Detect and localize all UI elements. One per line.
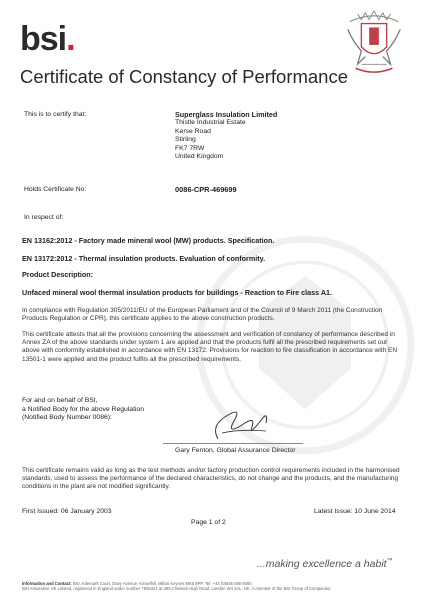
crest-emblem-icon <box>340 8 408 78</box>
address-line: FK7 7RW <box>175 144 205 152</box>
standard-en13172: EN 13172:2012 - Thermal insulation products. Evaluation of conformity. <box>22 254 266 263</box>
latest-issue: Latest Issue: 10 June 2014 <box>314 508 396 515</box>
page-number: Page 1 of 2 <box>191 519 226 526</box>
product-heading: Product Description: <box>22 270 94 279</box>
standard-en13162: EN 13162:2012 - Factory made mineral wool (MW) products. Specification. <box>22 236 275 245</box>
address-line: Thistle Industrial Estate <box>175 119 246 127</box>
company-address <box>175 111 277 161</box>
signature-line <box>163 443 303 444</box>
certify-label: This is to certify that: <box>24 111 87 118</box>
tagline: ...making excellence a habit™ <box>257 558 393 570</box>
product-description: Unfaced mineral wool thermal insulation products for buildings - Reaction to Fire class A1. <box>22 288 333 297</box>
certificate-number: 0086-CPR-469699 <box>175 185 237 194</box>
page-title: Certificate of Constancy of Performance <box>20 66 349 87</box>
behalf-line: For and on behalf of BSI, <box>22 397 98 404</box>
behalf-line: (Notified Body Number 0086): <box>22 414 112 422</box>
address-line: United Kingdom <box>175 153 224 161</box>
address-line: Kerse Road <box>175 127 211 135</box>
signature <box>170 395 310 445</box>
behalf-line: a Notified Body for the above Regulation <box>22 405 145 413</box>
bsi-logo: bsi. <box>20 20 75 58</box>
address-line: Stirling <box>175 136 196 144</box>
first-issued: First Issued: 06 January 2003 <box>22 508 112 515</box>
info-footer: Information and Contact: BSI, Kitemark Court, Davy Avenue, Knowlhill, Milton Keynes MK5 8PP. Tel: +44 (0)845 080 9000 BSI Assurance UK Limited, registered in England under number 7805321 at 389 Chiswick High Road, London W4 4AL, UK. A member of the BSI Group of Companies. <box>22 581 332 592</box>
company-name: Superglass Insulation Limited <box>175 110 278 119</box>
validity-paragraph: This certificate remains valid as long as the test methods and/or factory production control requirements included in the harmonised standards, used to assess the performance of the declared characteristics, do not change and the products, and the manufacturing conditions in the plant are not modified significantly. <box>22 467 400 491</box>
certificate-label: Holds Certificate No: <box>24 186 87 193</box>
signatory-name: Gary Fenton, Global Assurance Director <box>175 447 296 454</box>
behalf-block <box>22 397 144 423</box>
compliance-paragraph: In compliance with Regulation 305/2011/EU of the European Parliament and of the Council of 9 March 2011 (the Construction Products Regulation or CPR), this certificate applies to the above construction products. <box>22 307 383 323</box>
in-respect-label: In respect of: <box>24 214 64 221</box>
attestation-paragraph: This certificate attests that all the provisions concerning the assessment and verification of constancy of performance described in Annex ZA of the above standards under system 1 are applied and that the products fulfil all the prescribed requirements set out above with conformity established in accordance with EN 13172. Provisions for reaction to fire classification in accordance with EN 13501-1 were applied and the product fulfils all the prescribed requirements. <box>22 331 398 363</box>
